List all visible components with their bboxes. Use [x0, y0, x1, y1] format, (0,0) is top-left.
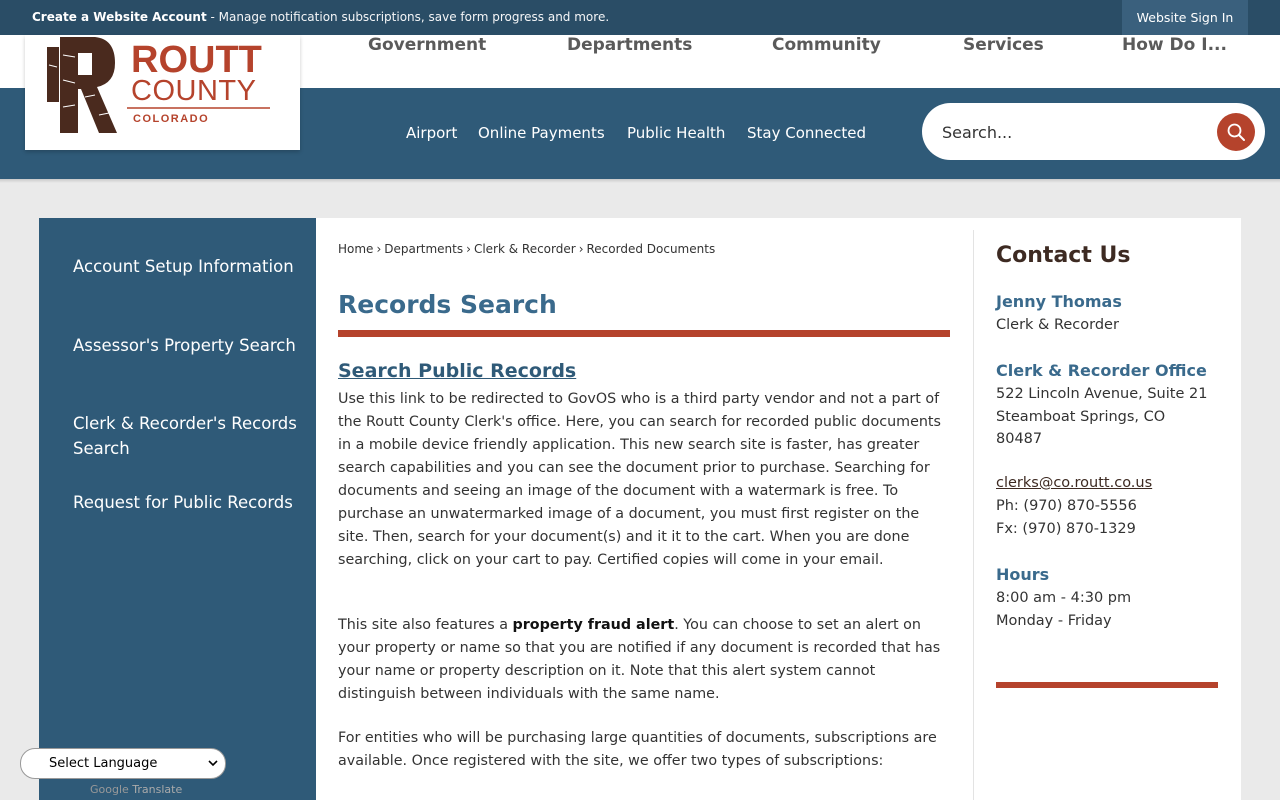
contact-email-link[interactable]: clerks@co.routt.co.us	[996, 475, 1153, 491]
search-button[interactable]	[1217, 113, 1255, 151]
contact-phone: Ph: (970) 870-5556	[996, 498, 1137, 514]
contact-heading: Contact Us	[996, 243, 1131, 268]
contact-person-name: Jenny Thomas	[996, 292, 1122, 311]
nav-government[interactable]: Government	[368, 35, 487, 55]
language-select[interactable]	[20, 748, 226, 779]
nav-services[interactable]: Services	[963, 35, 1044, 55]
office-address-line2: Steamboat Springs, CO	[996, 409, 1166, 425]
nav-community[interactable]: Community	[772, 35, 881, 55]
sidebar-item-account-setup[interactable]: Account Setup Information	[73, 257, 294, 276]
account-description: - Manage notification subscriptions, save form progress and more.	[206, 10, 610, 24]
county-logo[interactable]	[25, 35, 300, 150]
fraud-alert-text-post: . You can choose to set an alert on your property or name so that you are notified if any document is recorded that has your name or property description on it. Note that this alert system cannot distinguish between individuals with the same name.	[338, 617, 941, 702]
nav-how-do-i[interactable]: How Do I...	[1122, 35, 1227, 55]
google-wordmark: Google	[90, 783, 129, 796]
account-message	[32, 10, 609, 24]
create-account-link[interactable]: Create a Website Account	[32, 10, 207, 24]
nav-departments[interactable]: Departments	[567, 35, 693, 55]
sidebar-item-public-records-request[interactable]: Request for Public Records	[73, 493, 293, 512]
fraud-alert-paragraph	[338, 614, 943, 706]
page-title: Records Search	[338, 290, 557, 319]
sidebar-item-assessor-search[interactable]: Assessor's Property Search	[73, 336, 296, 355]
breadcrumb: Home › Departments › Clerk & Recorder › Recorded Documents	[338, 242, 716, 256]
intro-paragraph: Use this link to be redirected to GovOS who is a third party vendor and not a part of the Routt County Clerk's office. Here, you can search for recorded public documents in a mobile device friendly application. This new search site is faster, has greater search capabilities and you can see the document prior to purchase. Searching for documents and seeing an image of the document with a watermark is free. To purchase an unwatermarked image of a document, you must first register on the site. Then, search for your document(s) and it it to the cart. When you are done searching, click on your cart to pay. Certified copies will come in your email.	[338, 391, 941, 568]
contact-bottom-rule	[996, 682, 1218, 688]
search-box	[922, 103, 1265, 160]
quicklink-online-payments[interactable]: Online Payments	[478, 124, 605, 142]
contact-fax: Fx: (970) 870-1329	[996, 521, 1136, 537]
column-divider	[973, 230, 974, 800]
website-sign-in-button[interactable]: Website Sign In	[1122, 0, 1248, 35]
chevron-down-icon	[207, 757, 219, 769]
logo-text-routt: ROUTT	[131, 39, 262, 81]
hours-time: 8:00 am - 4:30 pm	[996, 590, 1132, 606]
logo-text-county: COUNTY	[131, 75, 257, 107]
office-name: Clerk & Recorder Office	[996, 361, 1207, 380]
contact-email-row	[996, 472, 1226, 495]
translate-label[interactable]: Translate	[132, 783, 183, 796]
fraud-alert-bold: property fraud alert	[512, 617, 675, 633]
language-select-label: Select Language	[49, 756, 158, 771]
contact-person-title: Clerk & Recorder	[996, 317, 1119, 333]
top-bar	[0, 0, 1280, 35]
search-input[interactable]	[942, 117, 1212, 147]
breadcrumb-clerk-recorder[interactable]: Clerk & Recorder	[473, 242, 576, 256]
subscriptions-paragraph: For entities who will be purchasing large quantities of documents, subscriptions are available. Once registered with the site, we offer two types of subscriptions:	[338, 730, 937, 769]
quicklink-stay-connected[interactable]: Stay Connected	[747, 124, 867, 142]
hours-heading: Hours	[996, 565, 1050, 584]
breadcrumb-home[interactable]: Home	[338, 242, 374, 256]
breadcrumb-departments[interactable]: Departments	[384, 242, 464, 256]
search-public-records-link[interactable]: Search Public Records	[338, 360, 577, 382]
office-zip: 80487	[996, 431, 1043, 447]
sidebar-item-records-search[interactable]: Clerk & Recorder's Records Search	[73, 414, 297, 458]
quicklink-airport[interactable]: Airport	[406, 124, 458, 142]
google-translate-credit	[90, 783, 182, 796]
hours-days: Monday - Friday	[996, 613, 1112, 629]
band-shadow	[0, 179, 1280, 183]
quicklink-public-health[interactable]: Public Health	[627, 124, 726, 142]
sidebar	[39, 218, 316, 800]
title-underline	[338, 330, 950, 337]
breadcrumb-recorded-documents[interactable]: Recorded Documents	[586, 242, 716, 256]
fraud-alert-text-pre: This site also features a	[338, 617, 513, 633]
office-address-line1: 522 Lincoln Avenue, Suite 21	[996, 386, 1208, 402]
search-icon	[1226, 122, 1246, 142]
logo-text-colorado: COLORADO	[133, 113, 210, 125]
